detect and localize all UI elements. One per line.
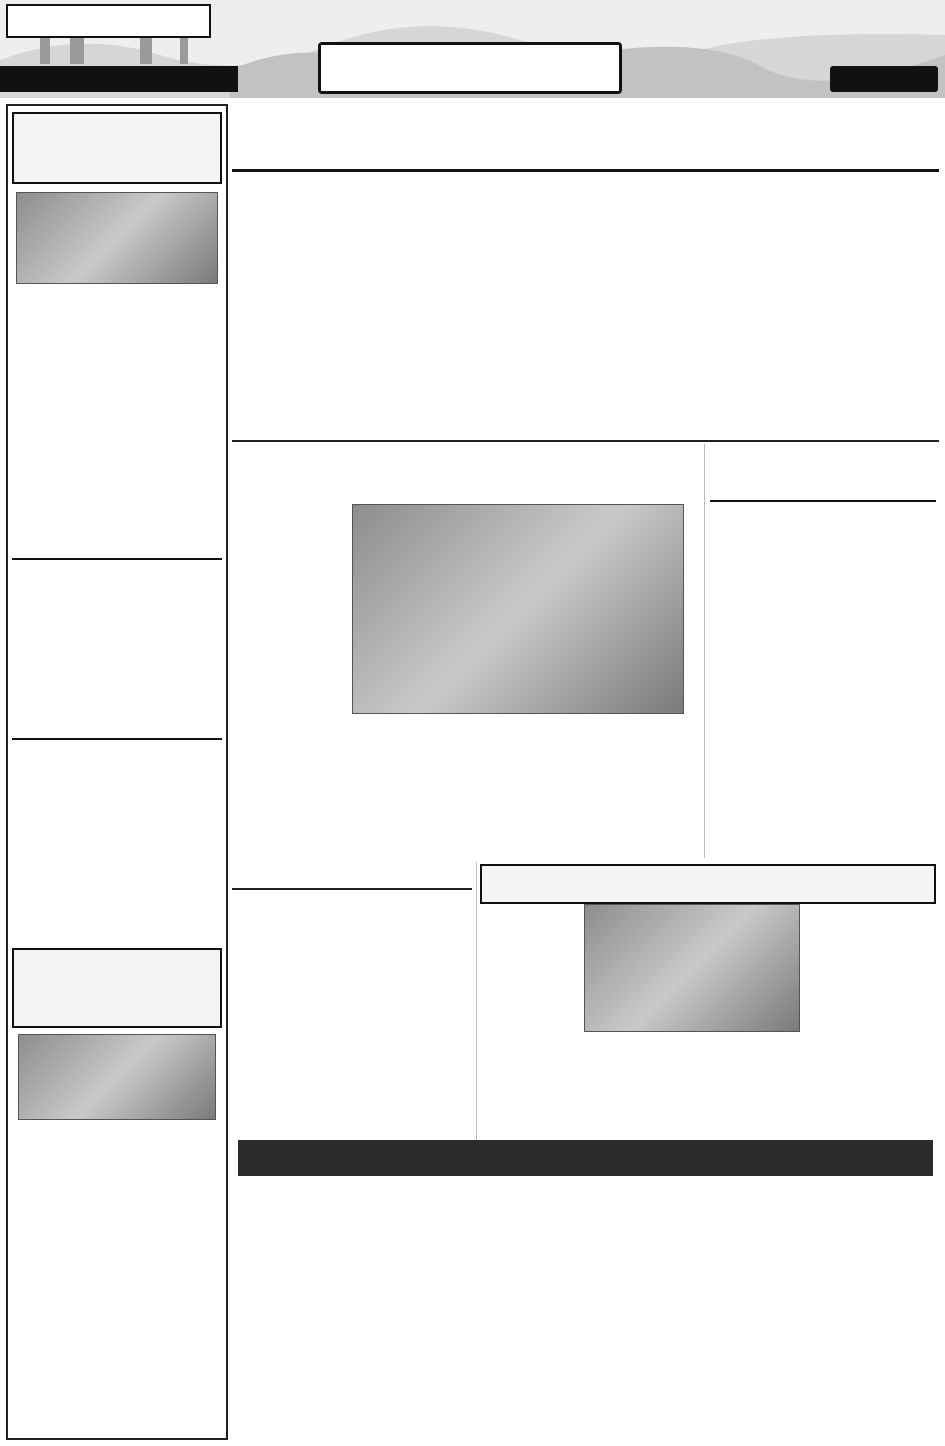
divider xyxy=(232,888,472,890)
revenue-column xyxy=(821,1248,935,1438)
lingaraj-body-right xyxy=(806,908,936,1140)
bjp-body-left xyxy=(236,506,348,712)
issue-date xyxy=(0,66,238,92)
revenue-column xyxy=(587,1248,695,1438)
bjp-headline xyxy=(232,444,700,502)
left-story4-headline xyxy=(12,948,222,1028)
revenue-column xyxy=(236,1248,344,1438)
divider xyxy=(704,444,705,858)
left-story1-headline xyxy=(12,112,222,184)
left-story4-photo xyxy=(18,1034,216,1120)
lead-column xyxy=(704,178,812,436)
lingaraj-body-bottom xyxy=(484,1036,802,1140)
lead-column xyxy=(587,178,695,436)
tihidi-body xyxy=(712,506,936,856)
brahmanagar-headline xyxy=(232,892,472,924)
lead-column xyxy=(821,178,935,436)
divider xyxy=(476,862,477,1140)
section-title xyxy=(318,42,622,94)
lingaraj-body-left xyxy=(484,908,578,1032)
brahmanagar-column xyxy=(236,926,350,1138)
banner-strap xyxy=(238,1140,933,1176)
left-story1-body xyxy=(14,290,222,530)
bjp-column xyxy=(584,718,696,888)
tihidi-headline xyxy=(710,446,936,502)
main-content xyxy=(232,104,939,1440)
lead-column xyxy=(470,178,578,436)
left-story1-photo xyxy=(16,192,218,284)
left-story2-body xyxy=(14,564,222,712)
bjp-column xyxy=(236,718,344,888)
lingaraj-award-photo xyxy=(584,904,800,1032)
revenue-column xyxy=(470,1248,578,1438)
revenue-column xyxy=(353,1248,461,1438)
left-story3-body xyxy=(14,744,222,944)
lead-column xyxy=(236,178,344,436)
brahmanagar-column xyxy=(354,926,468,1138)
masthead xyxy=(0,0,945,98)
newspaper-brand xyxy=(6,4,211,38)
revenue-headline xyxy=(232,1184,939,1244)
left-column xyxy=(6,104,228,1440)
lead-columns xyxy=(232,178,939,436)
bjp-column xyxy=(352,718,460,888)
lingaraj-headline xyxy=(480,864,936,904)
left-story2-headline xyxy=(12,534,222,560)
revenue-column xyxy=(704,1248,812,1438)
page-number-badge xyxy=(830,66,938,92)
left-story3-headline xyxy=(12,714,222,740)
left-story4-body xyxy=(14,1126,222,1436)
lead-column xyxy=(353,178,461,436)
bjp-column xyxy=(468,718,576,888)
revenue-columns xyxy=(232,1248,939,1438)
divider xyxy=(232,440,939,442)
lead-headline xyxy=(232,110,939,172)
bjp-columns xyxy=(232,718,700,888)
bjp-meeting-photo xyxy=(352,504,684,714)
